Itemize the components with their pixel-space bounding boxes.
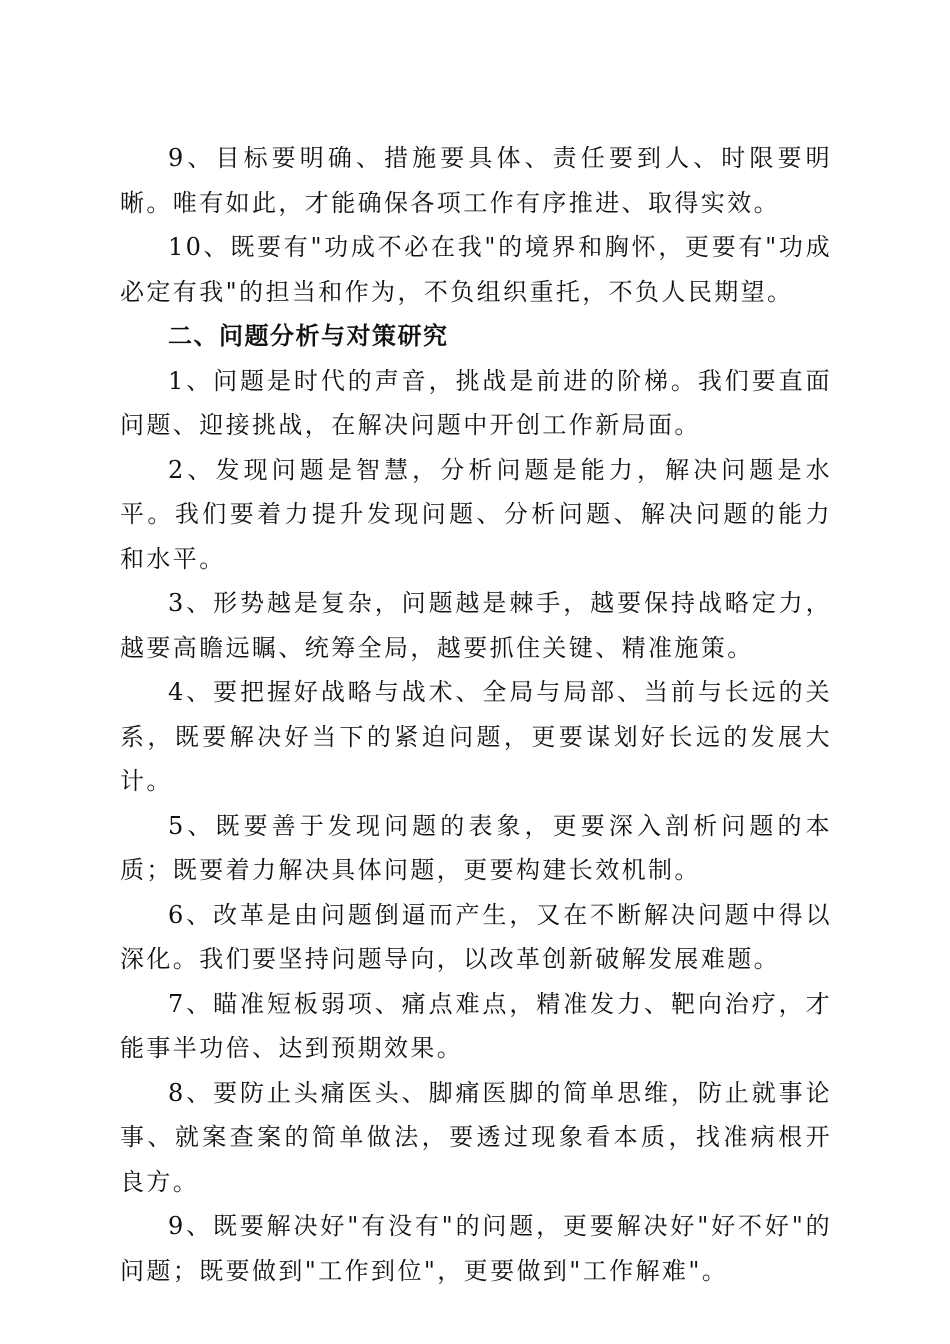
paragraph: 3、形势越是复杂，问题越是棘手，越要保持战略定力，越要高瞻远瞩、统筹全局，越要抓住关键、精准施策。 (120, 589, 832, 662)
section-heading: 二、问题分析与对策研究 (168, 322, 449, 350)
paragraph: 10、既要有"功成不必在我"的境界和胸怀，更要有"功成必定有我"的担当和作为，不负组织重托，不负人民期望。 (120, 233, 832, 306)
paragraph: 2、发现问题是智慧，分析问题是能力，解决问题是水平。我们要着力提升发现问题、分析问题、解决问题的能力和水平。 (120, 455, 832, 573)
paragraph: 9、既要解决好"有没有"的问题，更要解决好"好不好"的问题；既要做到"工作到位"，更要做到"工作解难"。 (120, 1212, 832, 1285)
document-body (120, 136, 832, 1293)
paragraph: 9、目标要明确、措施要具体、责任要到人、时限要明晰。唯有如此，才能确保各项工作有序推进、取得实效。 (120, 144, 832, 217)
paragraph: 8、要防止头痛医头、脚痛医脚的简单思维，防止就事论事、就案查案的简单做法，要透过现象看本质，找准病根开良方。 (120, 1078, 832, 1196)
paragraph: 7、瞄准短板弱项、痛点难点，精准发力、靶向治疗，才能事半功倍、达到预期效果。 (120, 989, 832, 1062)
paragraph: 4、要把握好战略与战术、全局与局部、当前与长远的关系，既要解决好当下的紧迫问题，更要谋划好长远的发展大计。 (120, 678, 832, 795)
paragraph: 6、改革是由问题倒逼而产生，又在不断解决问题中得以深化。我们要坚持问题导向，以改革创新破解发展难题。 (120, 900, 832, 973)
paragraph: 1、问题是时代的声音，挑战是前进的阶梯。我们要直面问题、迎接挑战，在解决问题中开创工作新局面。 (120, 366, 832, 439)
paragraph: 5、既要善于发现问题的表象，更要深入剖析问题的本质；既要着力解决具体问题，更要构建长效机制。 (120, 811, 832, 884)
